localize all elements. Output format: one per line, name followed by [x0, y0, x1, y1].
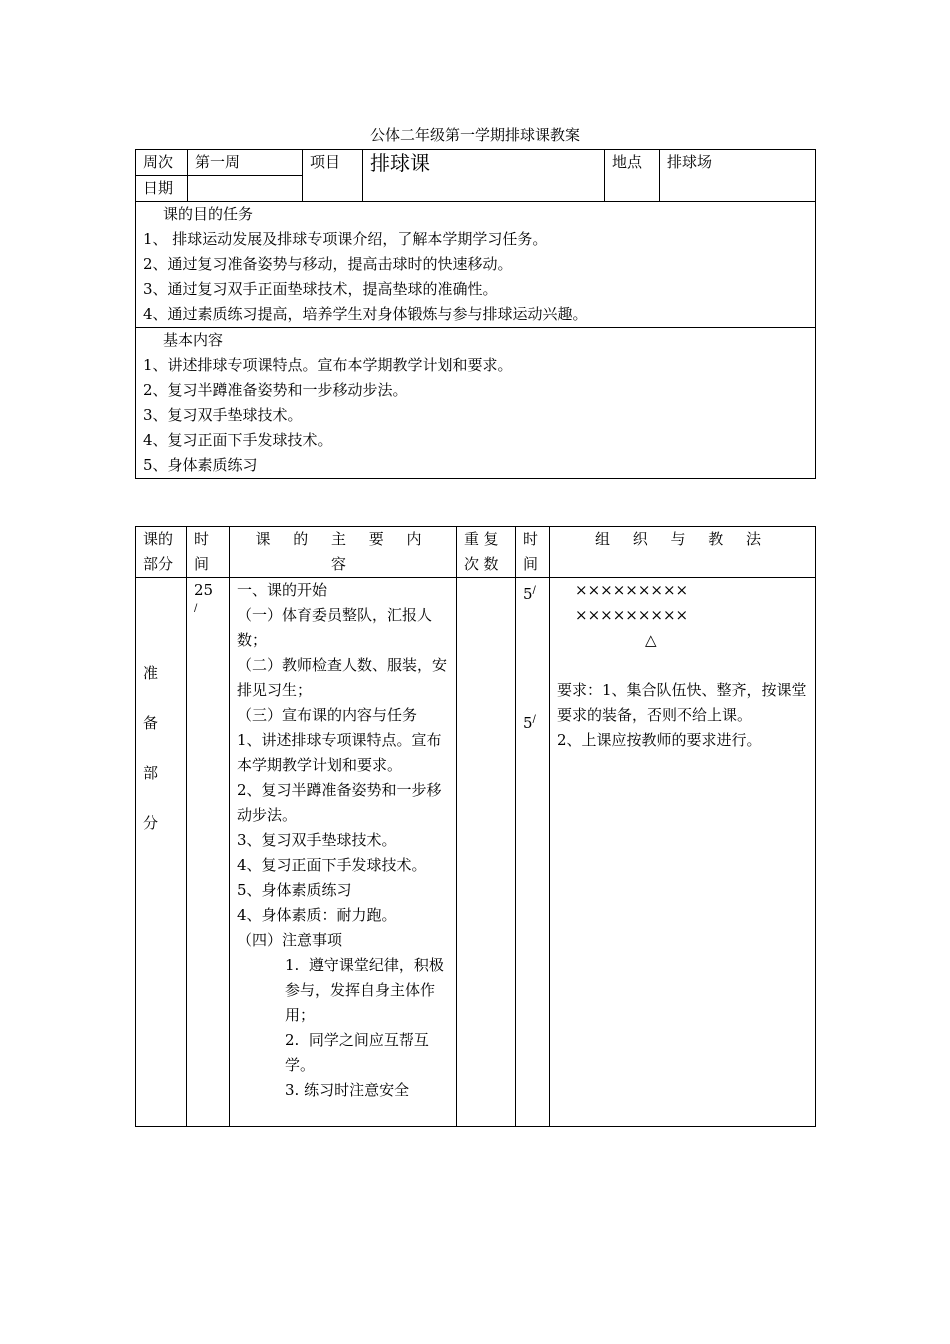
teacher-triangle-icon: △: [645, 631, 657, 649]
part-char: 备: [143, 714, 159, 732]
document-title: 公体二年级第一学期排球课教案: [369, 126, 580, 144]
time-value: 5: [523, 714, 533, 732]
objective-item: 1、 排球运动发展及排球专项课介绍，了解本学期学习任务。: [143, 230, 548, 248]
header-time2: 时间: [516, 527, 550, 578]
requirement-item: 2、上课应按教师的要求进行。: [557, 731, 762, 749]
main-line: （一）体育委员整队，汇报人数；: [237, 606, 433, 649]
main-line: 1、讲述排球专项课特点。宣布本学期教学计划和要求。: [237, 731, 442, 774]
objective-item: 2、通过复习准备姿势与移动，提高击球时的快速移动。: [143, 255, 513, 273]
project-label: 项目: [303, 150, 363, 202]
content-heading: 基本内容: [163, 331, 224, 349]
objective-item: 4、通过素质练习提高，培养学生对身体锻炼与参与排球运动兴趣。: [143, 305, 588, 323]
date-label: 日期: [136, 176, 188, 202]
main-line: 5、身体素质练习: [237, 881, 352, 899]
content-item: 1、讲述排球专项课特点。宣布本学期教学计划和要求。: [143, 356, 513, 374]
organization-cell: [550, 578, 816, 1127]
time-value: 5: [523, 585, 533, 603]
header-part: 课的部分: [136, 527, 187, 578]
main-line: 2、复习半蹲准备姿势和一步移动步法。: [237, 781, 442, 824]
header-time: 时间: [187, 527, 230, 578]
content-section: [136, 328, 816, 479]
objectives-section: [136, 202, 816, 328]
content-item: 4、复习正面下手发球技术。: [143, 431, 333, 449]
place-value: 排球场: [660, 150, 816, 202]
main-line: （二）教师检查人数、服装，安排见习生；: [237, 656, 448, 699]
content-item: 3、复习双手垫球技术。: [143, 406, 303, 424]
header-reps: 重复次数: [457, 527, 516, 578]
objective-item: 3、通过复习双手正面垫球技术，提高垫球的准确性。: [143, 280, 498, 298]
note-item: 3. 练习时注意安全: [285, 1081, 410, 1099]
content-item: 2、复习半蹲准备姿势和一步移动步法。: [143, 381, 408, 399]
week-value: 第一周: [188, 150, 303, 176]
formation-row: ×××××××××: [575, 606, 689, 624]
part-cell: [136, 578, 187, 1127]
part-char: 分: [143, 814, 159, 832]
header-organization: 组 织 与 教 法: [550, 527, 816, 578]
main-line: 3、复习双手垫球技术。: [237, 831, 397, 849]
main-line: 4、复习正面下手发球技术。: [237, 856, 427, 874]
lesson-info-table: [135, 149, 816, 479]
part-char: 部: [143, 764, 159, 782]
duration-cell: [187, 578, 230, 1127]
time2-cell: [516, 578, 550, 1127]
main-line: 4、身体素质：耐力跑。: [237, 906, 397, 924]
content-item: 5、身体素质练习: [143, 456, 258, 474]
week-label: 周次: [136, 150, 188, 176]
date-value: [188, 176, 303, 202]
time-mark: /: [532, 585, 536, 596]
objectives-heading: 课的目的任务: [163, 205, 254, 223]
duration-value: 25: [194, 581, 214, 599]
reps-cell: [457, 578, 516, 1127]
formation-row: ×××××××××: [575, 581, 689, 599]
main-line: （四）注意事项: [237, 931, 343, 949]
main-line: （三）宣布课的内容与任务: [237, 706, 418, 724]
project-value: 排球课: [363, 150, 605, 202]
note-item: 2. 同学之间应互帮互学。: [285, 1031, 429, 1074]
lesson-plan-table: [135, 526, 816, 1127]
place-label: 地点: [605, 150, 660, 202]
note-item: 1. 遵守课堂纪律，积极参与，发挥自身主体作用；: [285, 956, 444, 1024]
time-mark: /: [532, 714, 536, 725]
main-content-cell: [230, 578, 457, 1127]
duration-mark: /: [194, 603, 198, 614]
part-char: 准: [143, 664, 159, 682]
main-line: 一、课的开始: [237, 581, 328, 599]
requirement-item: 要求：1、集合队伍快、整齐，按课堂要求的装备，否则不给上课。: [557, 681, 807, 724]
header-main-content: 课 的 主 要 内 容: [230, 527, 457, 578]
